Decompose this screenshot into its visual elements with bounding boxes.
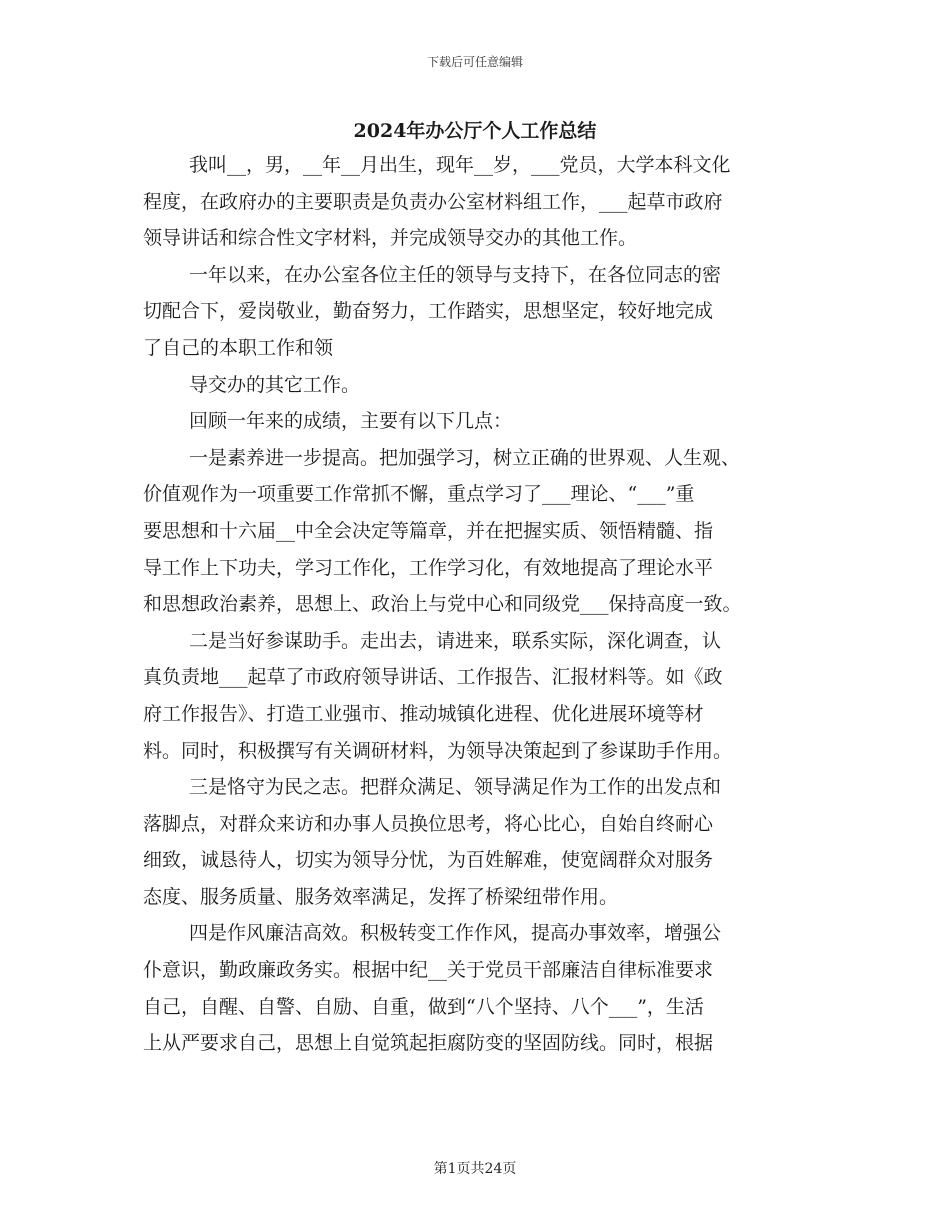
text-line: 真负责地___起草了市政府领导讲话、工作报告、汇报材料等。如《政 [143,666,723,689]
text-line: 四是作风廉洁高效。积极转变工作作风，提高办事效率，增强公 [189,922,722,945]
text-line: 府工作报告》、打造工业强市、推动城镇化进程、优化进展环境等材 [143,702,704,725]
text-line: 落脚点，对群众来访和办事人员换位思考，将心比心，自始自终耐心 [143,812,714,835]
text-line: 态度、服务质量、服务效率满足，发挥了桥梁纽带作用。 [143,885,619,908]
document-title: 2024年办公厅个人工作总结 [353,120,597,142]
text-line: 导交办的其它工作。 [189,373,361,396]
page-number: 第1页共24页 [433,1161,517,1177]
text-line: 和思想政治素养，思想上、政治上与党中心和同级党___保持高度一致。 [143,593,742,616]
text-line: 切配合下，爱岗敬业，勤奋努力，工作踏实，思想坚定，较好地完成 [143,300,714,323]
text-line: 一是素养进一步提高。把加强学习，树立正确的世界观、人生观、 [189,446,741,469]
text-line: 仆意识，勤政廉政务实。根据中纪__关于党员干部廉洁自律标准要求 [143,959,714,982]
text-line: 导工作上下功夫，学习工作化，工作学习化，有效地提高了理论水平 [143,556,714,579]
text-line: 价值观作为一项重要工作常抓不懈，重点学习了___理论、“___”重 [143,483,695,506]
text-line: 我叫__，男，__年__月出生，现年__岁，___党员，大学本科文化 [189,154,731,176]
text-line: 了自己的本职工作和领 [143,336,334,359]
text-line: 细致，诚恳待人，切实为领导分忧，为百姓解难，使宽阔群众对服务 [143,849,714,872]
text-line: 要思想和十六届__中全会决定等篇章，并在把握实质、领悟精髓、指 [143,519,714,542]
text-line: 自己，自醒、自警、自励、自重，做到“八个坚持、八个___”，生活 [143,995,704,1018]
text-line: 一年以来，在办公室各位主任的领导与支持下，在各位同志的密 [189,263,722,286]
text-line: 二是当好参谋助手。走出去，请进来，联系实际，深化调查，认 [189,629,722,652]
text-line: 回顾一年来的成绩，主要有以下几点： [189,410,513,433]
text-line: 领导讲话和综合性文字材料，并完成领导交办的其他工作。 [143,227,638,250]
page-header-note: 下载后可任意编辑 [426,55,523,69]
text-line: 程度，在政府办的主要职责是负责办公室材料组工作，___起草市政府 [143,190,723,213]
text-line: 三是恪守为民之志。把群众满足、领导满足作为工作的出发点和 [189,776,722,799]
text-line: 上从严要求自己，思想上自觉筑起拒腐防变的坚固防线。同时，根据 [143,1032,714,1055]
text-line: 料。同时，积极撰写有关调研材料，为领导决策起到了参谋助手作用。 [143,739,733,762]
document-body [143,147,803,1062]
